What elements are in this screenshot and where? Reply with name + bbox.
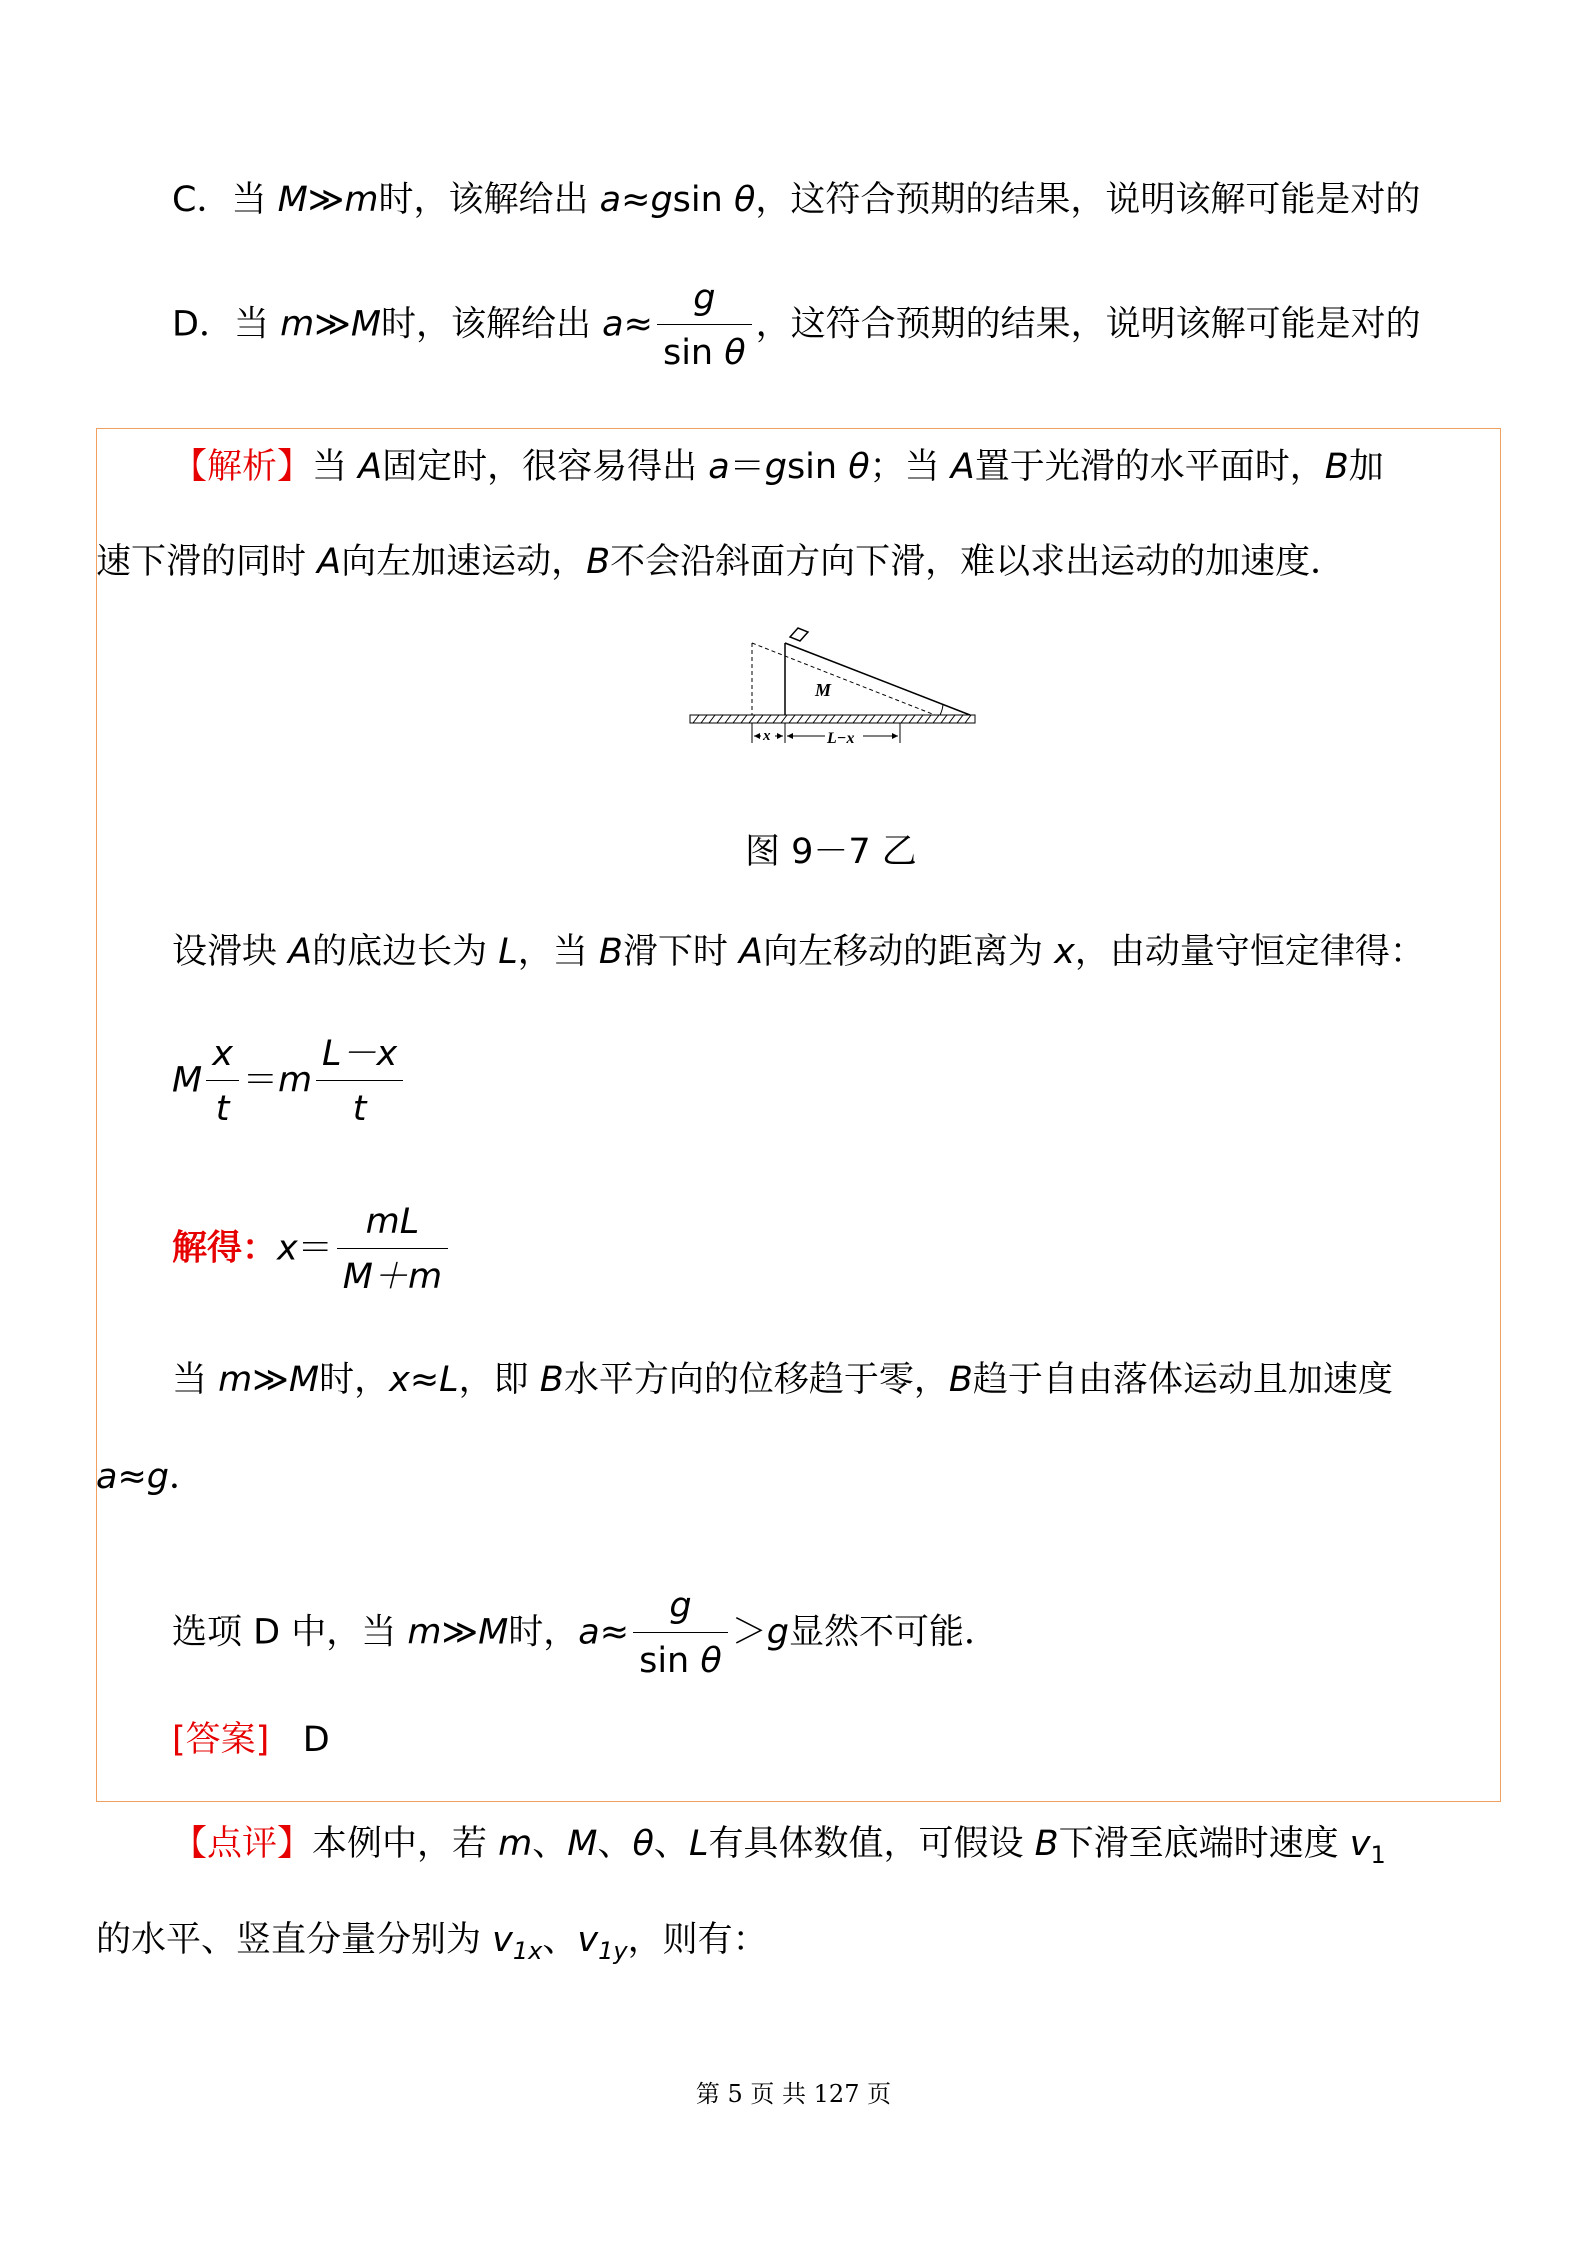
limit-line-1: 当 m≫M时，x≈L，即 B水平方向的位移趋于零，B趋于自由落体运动且加速度: [172, 1360, 1393, 1400]
figure-label-x: x: [763, 728, 771, 744]
option-d: D．当 m≫M时，该解给出 a≈ $\frac{g}{\text{sin θ}}$ ，这符合预期的结果，说明该解可能是对的: [172, 278, 1421, 373]
figure-label-M: M: [815, 680, 832, 700]
fraction-x-over-t: $\frac{x}{t}$: [206, 1032, 239, 1131]
incline-figure: [685, 618, 985, 758]
analysis-line-2: 速下滑的同时 A向左加速运动，B不会沿斜面方向下滑，难以求出运动的加速度．: [96, 542, 1346, 582]
answer-value: D: [302, 1720, 330, 1760]
figure-label-L-minus-x: L−x: [827, 730, 855, 747]
page-footer: 第 5 页 共 127 页: [695, 2080, 892, 2108]
fraction-mL-over-M-plus-m: $\frac{mL}{M+m}$: [337, 1200, 448, 1299]
comment-line-2: 的水平、竖直分量分别为 $v_{1x}$、$v_{1y}$，则有：: [96, 1920, 768, 1965]
comment-label: 【点评】: [172, 1824, 313, 1864]
solution: 解得：x＝ $\frac{mL}{M+m}$: [172, 1200, 452, 1299]
analysis-line-1: 【解析】当 A固定时，很容易得出 a＝gsin θ；当 A置于光滑的水平面时，B加: [172, 447, 1384, 487]
momentum-equation: M $\frac{x}{t}$ ＝m $\frac{L-x}{t}$: [172, 1032, 407, 1131]
answer-label: [答案]: [172, 1720, 270, 1760]
comment-line-1: 【点评】本例中，若 m、M、θ、L有具体数值，可假设 B下滑至底端时速度 $v_1$: [172, 1824, 1386, 1869]
analysis-label: 【解析】: [172, 447, 313, 487]
solution-label: 解得：: [172, 1228, 278, 1269]
fraction-L-minus-x-over-t: $\frac{L-x}{t}$: [316, 1032, 403, 1131]
limit-line-2: a≈g．: [96, 1457, 205, 1497]
fraction-g-over-sin-theta-check: $\frac{g}{\text{sin θ}}$: [633, 1584, 728, 1683]
fraction-g-over-sin-theta: $\frac{g}{\text{sin θ}}$: [657, 276, 752, 375]
option-d-check: 选项 D 中，当 m≫M时，a≈ $\frac{g}{\text{sin θ}}$ ＞g显然不可能．: [172, 1586, 1000, 1681]
figure-caption: 图 9－7 乙: [745, 832, 917, 872]
option-c: C．当 M≫m时，该解给出 a≈gsin θ，这符合预期的结果，说明该解可能是对的: [172, 180, 1421, 220]
setup-paragraph: 设滑块 A的底边长为 L，当 B滑下时 A向左移动的距离为 x，由动量守恒定律得：: [172, 932, 1425, 972]
answer: [172, 1718, 330, 1762]
